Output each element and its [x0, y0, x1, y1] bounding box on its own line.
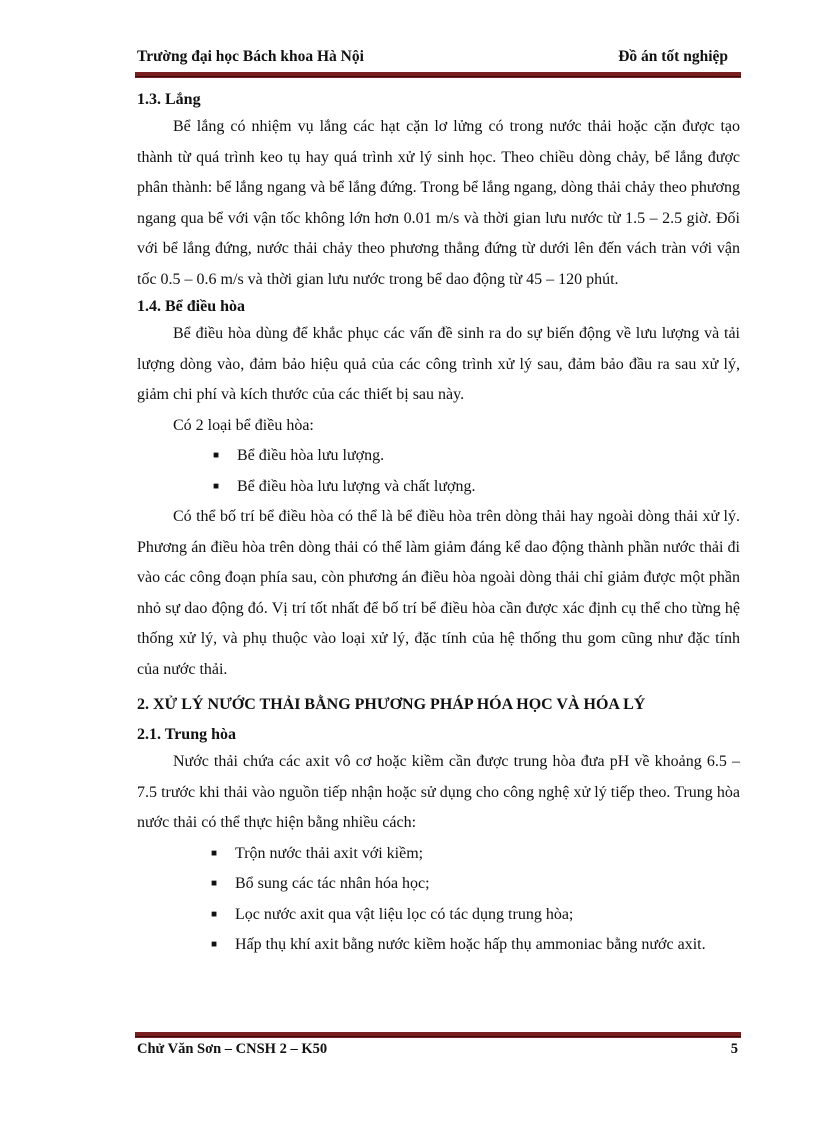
list-item: ■ Bể điều hòa lưu lượng và chất lượng. — [237, 472, 740, 503]
section-1-4-paragraph-3: Có thể bố trí bể điều hòa có thể là bể điều hòa trên dòng thải hay ngoài dòng thải xử lý. Phương án điều hòa trên dòng thải có thể làm giảm đáng kể dao động thành phần nước thải đi vào các công đoạn phía sau, còn phương án điều hòa ngoài dòng thải chỉ giảm được một phần nhỏ sự dao động đó. Vị trí tốt nhất để bố trí bể điều hòa cần được xác định cụ thể cho từng hệ thống xử lý, và phụ thuộc vào loại xử lý, đặc tính của hệ thống thu gom cũng như đặc tính của nước thải. — [137, 508, 740, 678]
list-item: ■ Bể điều hòa lưu lượng. — [237, 441, 740, 472]
bullet-square-icon: ■ — [211, 908, 218, 920]
header-university: Trường đại học Bách khoa Hà Nội — [137, 48, 364, 65]
footer-author: Chử Văn Sơn – CNSH 2 – K50 — [137, 1041, 328, 1057]
bullet-square-icon: ■ — [211, 878, 218, 889]
bullet-square-icon: ■ — [211, 939, 218, 950]
section-1-4-bullet-list — [137, 441, 740, 502]
list-item: ■ Bổ sung các tác nhân hóa học; — [235, 869, 740, 900]
bullet-square-icon: ■ — [213, 480, 220, 492]
page-footer — [137, 1041, 740, 1058]
bullet-square-icon: ■ — [213, 450, 220, 461]
list-item: ■ Lọc nước axit qua vật liệu lọc có tác dụng trung hòa; — [235, 900, 740, 931]
section-2-1-paragraph: Nước thải chứa các axit vô cơ hoặc kiềm cần được trung hòa đưa pH về khoảng 6.5 – 7.5 trước khi thải vào nguồn tiếp nhận hoặc sử dụng cho công nghệ xử lý tiếp theo. Trung hòa nước thải có thể thực hiện bằng nhiều cách: — [137, 753, 740, 831]
section-2-title: 2. XỬ LÝ NƯỚC THẢI BẰNG PHƯƠNG PHÁP HÓA HỌC VÀ HÓA LÝ — [137, 696, 646, 713]
section-2-1-bullet-list — [137, 839, 740, 961]
footer-divider-thin — [135, 1037, 741, 1038]
section-1-3-title: 1.3. Lắng — [137, 91, 201, 108]
header-divider-thin — [135, 77, 741, 78]
section-1-4-paragraph-2: Có 2 loại bể điều hòa: — [173, 416, 314, 434]
header-doc-type: Đồ án tốt nghiệp — [618, 48, 728, 65]
section-1-4-title: 1.4. Bể điều hòa — [137, 298, 246, 315]
section-1-3-paragraph: Bể lắng có nhiệm vụ lắng các hạt cặn lơ lửng có trong nước thải hoặc cặn được tạo thành từ quá trình keo tụ hay quá trình xử lý sinh học. Theo chiều dòng chảy, bể lắng được phân thành: bể lắng ngang và bể lắng đứng. Trong bể lắng ngang, dòng thải chảy theo phương ngang qua bể với vận tốc không lớn hơn 0.01 m/s và thời gian lưu nước từ 1.5 – 2.5 giờ. Đối với bể lắng đứng, nước thải chảy theo phương thẳng đứng từ dưới lên đến vách tràn với vận tốc 0.5 – 0.6 m/s và thời gian lưu nước trong bể dao động từ 45 – 120 phút. — [137, 118, 740, 288]
bullet-square-icon: ■ — [211, 847, 218, 859]
section-1-4-paragraph-1: Bể điều hòa dùng để khắc phục các vấn đề sinh ra do sự biến động về lưu lượng và tải lượng dòng vào, đảm bảo hiệu quả của các công trình xử lý sau, đảm bảo đầu ra sau xử lý, giảm chi phí và kích thước của các thiết bị sau này. — [137, 325, 740, 403]
page-header — [137, 48, 740, 70]
page-body — [137, 88, 740, 961]
page-number: 5 — [730, 1041, 738, 1057]
list-item: ■ Trộn nước thải axit với kiềm; — [235, 839, 740, 870]
list-item: ■ Hấp thụ khí axit bằng nước kiềm hoặc hấp thụ ammoniac bằng nước axit. — [235, 930, 740, 961]
section-2-1-title: 2.1. Trung hòa — [137, 726, 236, 743]
